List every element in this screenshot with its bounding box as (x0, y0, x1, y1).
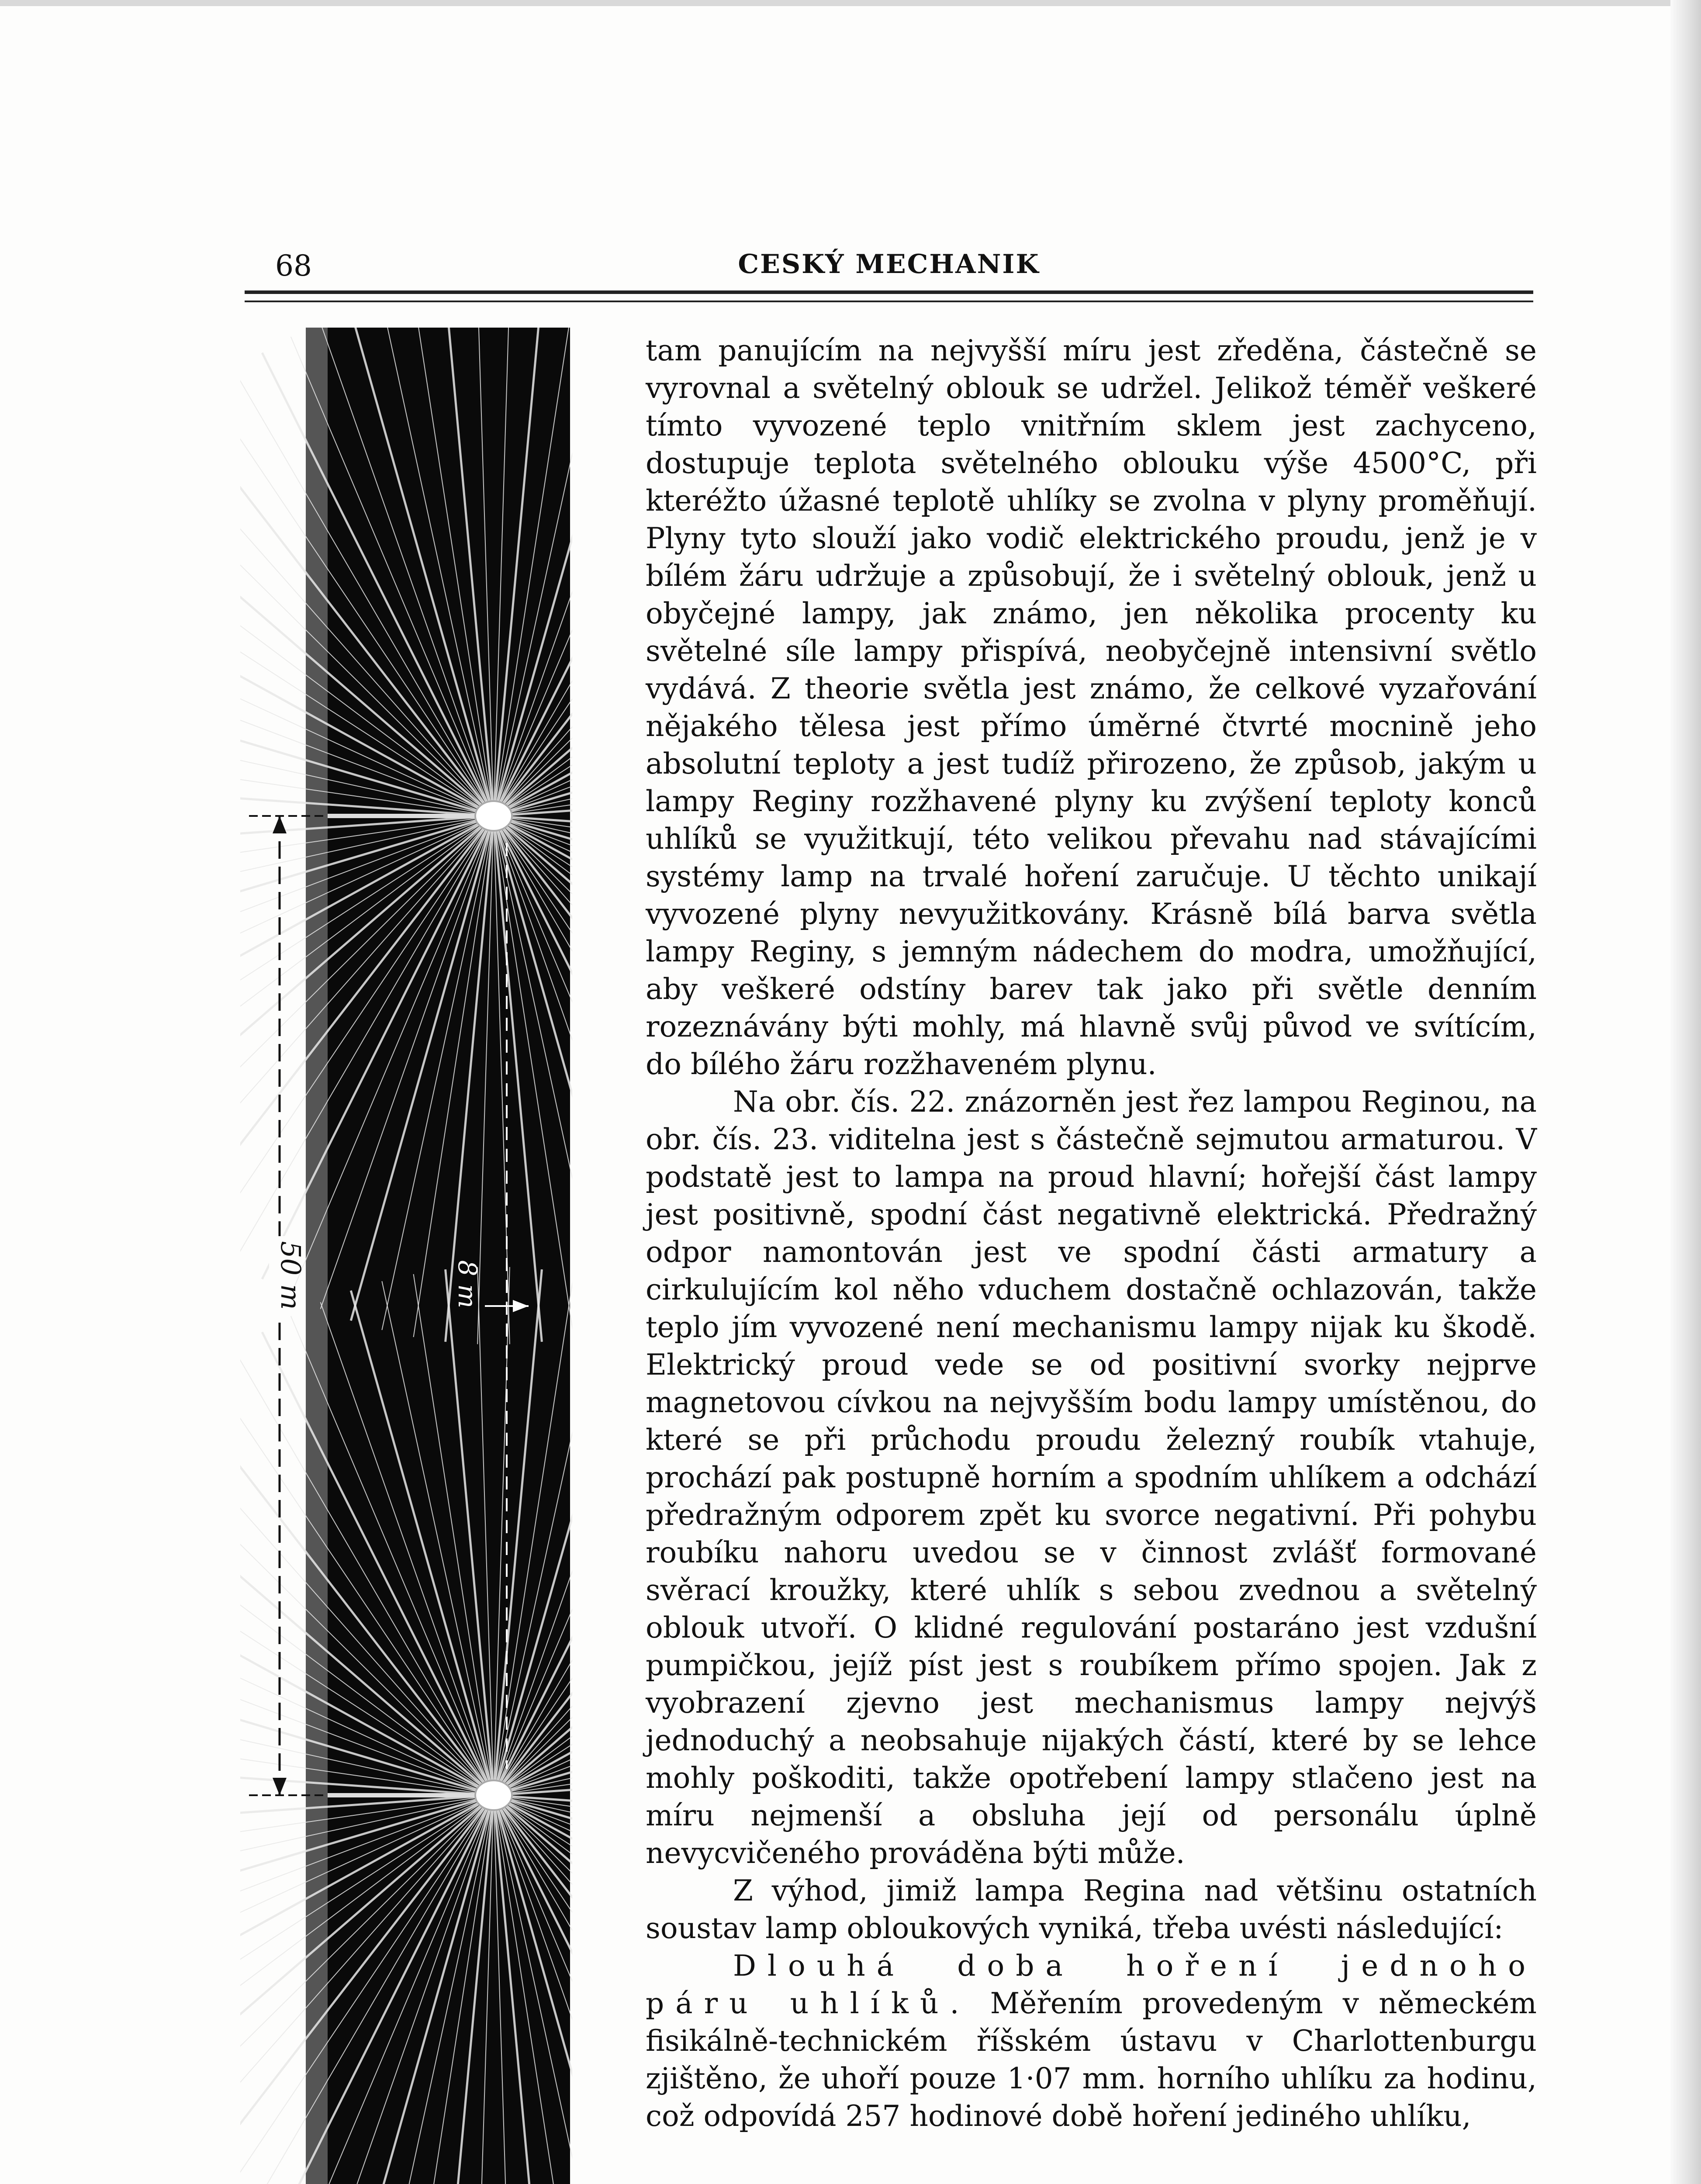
paragraph-2: Na obr. čís. 22. znázorněn jest řez lampou Reginou, na obr. čís. 23. viditelna jest s částečně sejmutou armaturou. V podstatě jest to lampa na proud hlavní; hořejší část lampy jest positivně, spodní část negativně elektrická. Předražný odpor namontován jest ve spodní části armatury a cirkulujícím kol něho vduchem dostačně ochlazován, takže teplo jím vyvozené není mechanismu lampy nijak ku škodě. Elektrický proud vede se od positivní svorky nejprve magnetovou cívkou na nejvyšším bodu lampy umístěnou, do které se při průchodu proudu železný roubík vtahuje, prochází pak postupně horním a spodním uhlíkem a odchází předražným odporem zpět ku svorce negativní. Při pohybu roubíku nahoru uvedou se v činnost zvlášť formované svěrací kroužky, které uhlík s sebou zvednou a světelný oblouk utvoří. O klidné regulování postaráno jest vzdušní pumpičkou, jejíž píst jest s roubíkem přímo spojen. Jak z vyobrazení zjevno jest mechanismus lampy nejvýš jednoduchý a neobsahuje nijakých částí, které by se lehce mohly poškoditi, takže opotřebení lampy stlačeno jest na míru nejmenší a obsluha její od personálu úplně nevycvičeného prováděna býti může. (646, 1085, 1537, 1870)
paragraph-4-rest: Měřením provedeným v německém fisikálně-technickém říšském ústavu v Charlottenburgu zjištěno, že uhoří pouze 1·07 mm. horního uhlíku za hodinu, což odpovídá 257 hodinové době hoření jediného uhlíku, (646, 1987, 1537, 2133)
emphasized-lead: Dlouhá doba hoření jednoho páru uhlíků. (646, 1949, 1537, 2020)
running-title: CESKÝ MECHANIK (738, 249, 1040, 280)
header-rule-thick (245, 290, 1533, 294)
paragraph-4 (646, 1947, 1537, 2135)
body-text (646, 332, 1537, 2135)
height-label: 50 m (275, 1241, 307, 1310)
lamp-illustration (240, 328, 572, 2184)
paragraph-3: Z výhod, jimiž lampa Regina nad většinu ostatních soustav lamp obloukových vyniká, třeba uvésti následující: (646, 1874, 1537, 1945)
street-wall (306, 328, 328, 2184)
header-rule-thin (245, 301, 1533, 302)
page-right-edge (1670, 0, 1701, 2184)
page-top-edge (0, 0, 1701, 6)
page-number: 68 (275, 249, 312, 283)
lamp-illustration-svg (240, 328, 572, 2184)
spacing-label: 8 m (453, 1260, 482, 1309)
page-header (245, 242, 1533, 290)
paragraph-1: tam panujícím na nejvyšší míru jest zředěna, částečně se vyrovnal a světelný oblouk se udržel. Jelikož téměř veškeré tímto vyvozené teplo vnitřním sklem jest zachyceno, dostupuje teplota světelného oblouku výše 4500°C, při kteréžto úžasné teplotě uhlíky se zvolna v plyny proměňují. Plyny tyto slouží jako vodič elektrického proudu, jenž je v bílém žáru udržuje a způsobují, že i světelný oblouk, jenž u obyčejné lampy, jak známo, jen několika procenty ku světelné síle lampy přispívá, neobyčejně intensivní světlo vydává. Z theorie světla jest známo, že celkové vyzařování nějakého tělesa jest přímo úměrné čtvrté mocnině jeho absolutní teploty a jest tudíž přirozeno, že způsob, jakým u lampy Reginy rozžhavené plyny ku zvýšení teploty konců uhlíků se využitkují, této velikou převahu nad stávajícími systémy lamp na trvalé hoření zaručuje. U těchto unikají vyvozené plyny nevyužitkovány. Krásně bílá barva světla lampy Reginy, s jemným nádechem do modra, umožňující, aby veškeré odstíny barev tak jako při světle denním rozeznávány býti mohly, má hlavně svůj původ ve svítícím, do bílého žáru rozžhaveném plynu. (646, 334, 1537, 1081)
